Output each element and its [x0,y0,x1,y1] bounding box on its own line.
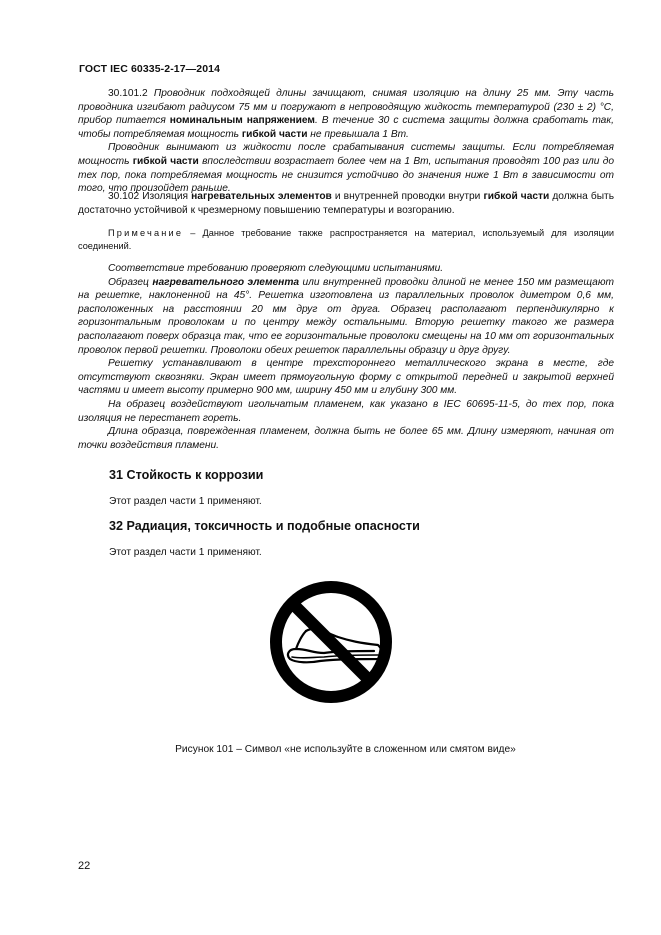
note-paragraph [78,227,614,252]
text-run: впоследствии возрастает более чем на 1 Вт, испытания проводят 100 раз или до тех пор, пока потребляемая мощность не снизится устойчиво до значения ниже 1 Вт в зависимости от того, что произойдет раньше. [78,155,614,195]
section-31-text: Этот раздел части 1 применяют. [109,496,262,507]
text-run: Образец [108,276,153,288]
paragraph [78,190,614,217]
clause-30-101-2 [78,87,614,196]
text-run: 30.102 Изоляция [108,191,192,202]
page-number: 22 [78,860,91,872]
text-run: и внутренней проводки внутри [331,191,484,202]
compliance-test-text [78,262,614,452]
section-32-title: 32 Радиация, токсичность и подобные опасности [109,519,420,533]
paragraph [78,262,614,276]
paragraph [78,276,614,358]
note-label: Примечание [108,228,184,238]
text-run: 30.101.2 [108,88,154,99]
note-text: – Данное требование также распространяется на материал, используемый для изоляции соединений. [78,228,614,251]
text-run: не превышала 1 Вт. [307,128,409,140]
paragraph [78,398,614,425]
text-run: нагревательных элементов [191,191,332,202]
text-run: Проводник вынимают из жидкости после срабатывания системы защиты. Если потребляемая мощность [78,142,614,167]
text-run: На образец воздействуют игольчатым пламенем, как указано в IEC 60695-11-5, до тех пор, пока изоляция не перестанет гореть. [78,398,614,424]
figure-caption [0,744,661,755]
text-run: Проводник подходящей длины зачищают, снимая изоляцию на длину 25 мм. Эту часть проводника изгибают радиусом 75 мм и погружают в непроводящую жидкость температурой [78,88,614,113]
paragraph [78,141,614,195]
text-run: (230 ± 2) °С [553,101,612,113]
text-run: . В течение 30 с система защиты должна сработать так, чтобы потребляемая мощность [78,115,614,140]
paragraph [78,87,614,141]
text-run: или внутренней проводки длиной не менее 150 мм размещают на решетке, наклоненной на 45°. Решетка изготовлена из параллельных проволок диметром 0,6 мм, расположенных на расстоянии 20 мм друг от друга. Образец располагают перпендикулярно к горизонтальным проволокам и по центру между остальными. Вторую решетку такого же размера располагают поверх образца так, что ее горизонтальные проволоки смещены на 10 мм от горизонтальных проволок первой решетки. Проволоки обеих решеток параллельны образцу и друг другу. [78,276,614,356]
text-run: Соответствие требованию проверяют следующими испытаниями. [108,263,444,274]
section-32-text: Этот раздел части 1 применяют. [109,547,262,558]
text-run: , прибор питается [78,101,614,127]
clause-30-102 [78,190,614,217]
figure-caption-text: Рисунок 101 – Символ «не используйте в сложенном или смятом виде» [175,744,516,755]
text-run: Решетку устанавливают в центре трехстороннего металлического экрана в месте, где отсутствуют сквозняки. Экран имеет прямоугольную форму с открытой передней и закрытой верхней частями и имеет высоту примерно 900 мм, ширину 450 мм и глубину 300 мм. [78,358,614,397]
text-run: должна быть достаточно устойчивой к чрезмерному повышению температуры и возгоранию. [78,191,614,216]
text-run: Длина образца, поврежденная пламенем, должна быть не более 65 мм. Длину измеряют, начиная от точки воздействия пламени. [78,426,614,451]
text-run: гибкой части [241,128,308,140]
text-run: номинальным напряжением [169,115,315,127]
paragraph [78,425,614,452]
section-31-title: 31 Стойкость к коррозии [109,468,264,482]
paragraph [78,357,614,398]
text-run: гибкой части [483,191,550,202]
text-run: нагревательного элемента [152,276,300,288]
text-run: гибкой части [132,155,199,167]
prohibition-folded-blanket-icon [268,579,394,705]
document-header-code: ГОСТ IEC 60335-2-17—2014 [79,63,221,75]
